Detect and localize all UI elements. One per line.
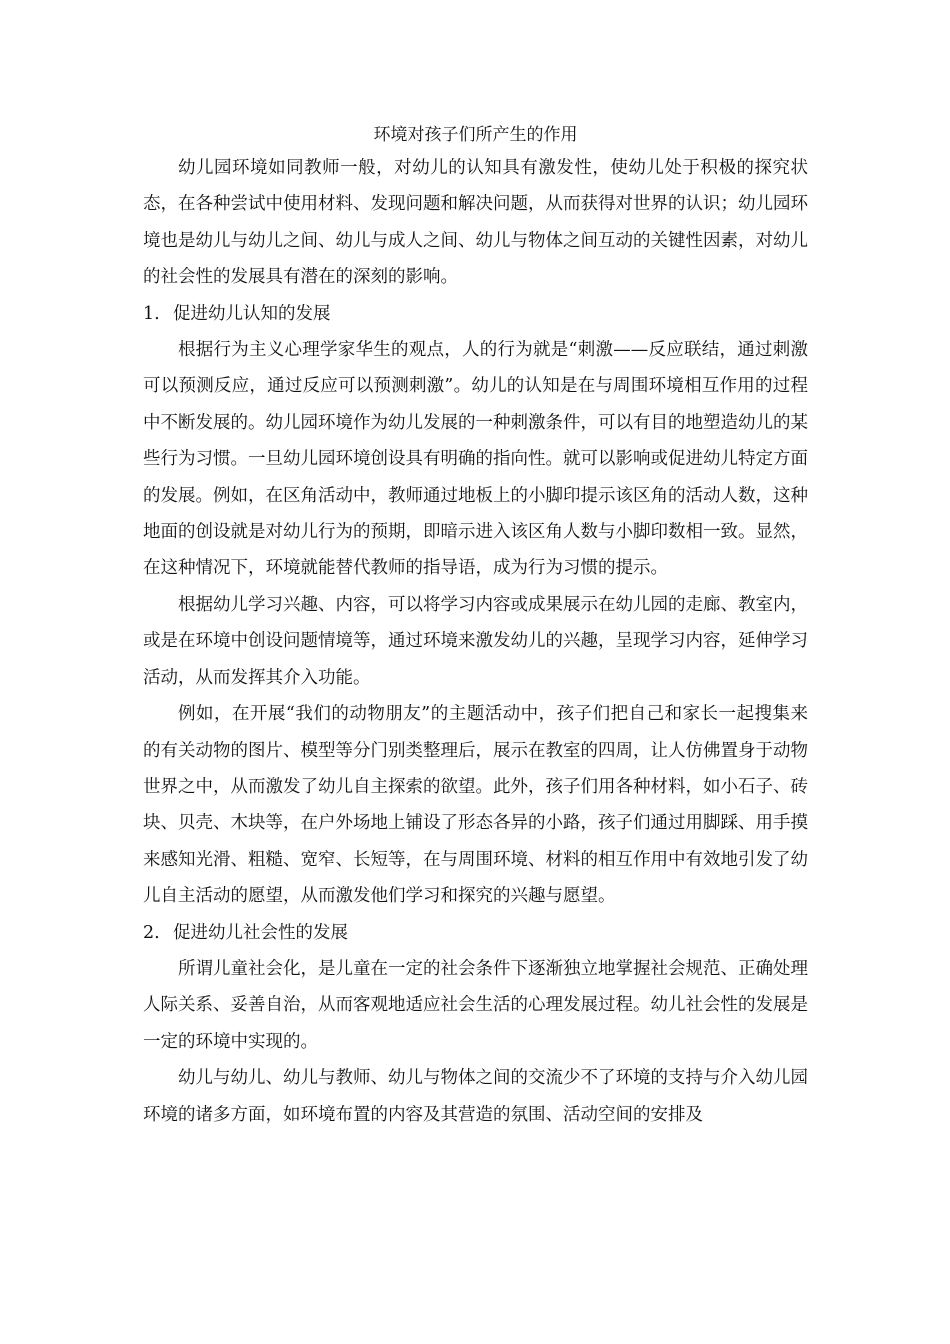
section-heading-cognition — [143, 296, 808, 332]
intro-paragraph: 幼儿园环境如同教师一般，对幼儿的认知具有激发性，使幼儿处于积极的探究状态，在各种尝试中使用材料、发现问题和解决问题，从而获得对世界的认识；幼儿园环境也是幼儿与幼儿之间、幼儿与成人之间、幼儿与物体之间互动的关键性因素，对幼儿的社会性的发展具有潜在的深刻的影响。 — [143, 158, 808, 288]
body-paragraph: 根据行为主义心理学家华生的观点，人的行为就是“刺激——反应联结，通过刺激可以预测反应，通过反应可以预测刺激”。幼儿的认知是在与周围环境相互作用的过程中不断发展的。幼儿园环境作为幼儿发展的一种刺激条件，可以有目的地塑造幼儿的某些行为习惯。一旦幼儿园环境创设具有明确的指向性。就可以影响或促进幼儿特定方面的发展。例如，在区角活动中，教师通过地板上的小脚印提示该区角的活动人数，这种地面的创设就是对幼儿行为的预期，即暗示进入该区角人数与小脚印数相一致。显然，在这种情况下，环境就能替代教师的指导语，成为行为习惯的提示。 — [143, 340, 808, 579]
section-number: 1. — [143, 303, 160, 324]
body-paragraph: 例如，在开展“我们的动物朋友”的主题活动中，孩子们把自己和家长一起搜集来的有关动物的图片、模型等分门别类整理后，展示在教室的四周，让人仿佛置身于动物世界之中，从而激发了幼儿自主探索的欲望。此外，孩子们用各种材料，如小石子、砖块、贝壳、木块等，在户外场地上铺设了形态各异的小路，孩子们通过用脚踩、用手摸来感知光滑、粗糙、宽窄、长短等，在与周围环境、材料的相互作用中有效地引发了幼儿自主活动的愿望，从而激发他们学习和探究的兴趣与愿望。 — [143, 704, 808, 907]
section-heading-social — [143, 915, 808, 951]
body-paragraph: 幼儿与幼儿、幼儿与教师、幼儿与物体之间的交流少不了环境的支持与介入幼儿园环境的诸多方面，如环境布置的内容及其营造的氛围、活动空间的安排及 — [143, 1068, 808, 1125]
section-heading-text: 促进幼儿社会性的发展 — [173, 922, 348, 943]
body-paragraph: 所谓儿童社会化，是儿童在一定的社会条件下逐渐独立地掌握社会规范、正确处理人际关系、妥善自治，从而客观地适应社会生活的心理发展过程。幼儿社会性的发展是一定的环境中实现的。 — [143, 958, 808, 1052]
body-paragraph: 根据幼儿学习兴趣、内容，可以将学习内容或成果展示在幼儿园的走廊、教室内，或是在环境中创设问题情境等，通过环境来激发幼儿的兴趣，呈现学习内容，延伸学习活动，从而发挥其介入功能。 — [143, 594, 808, 688]
section-heading-text: 促进幼儿认知的发展 — [173, 303, 331, 324]
document-page — [143, 120, 808, 1133]
section-number: 2. — [143, 922, 160, 943]
document-title: 环境对孩子们所产生的作用 — [373, 125, 578, 145]
